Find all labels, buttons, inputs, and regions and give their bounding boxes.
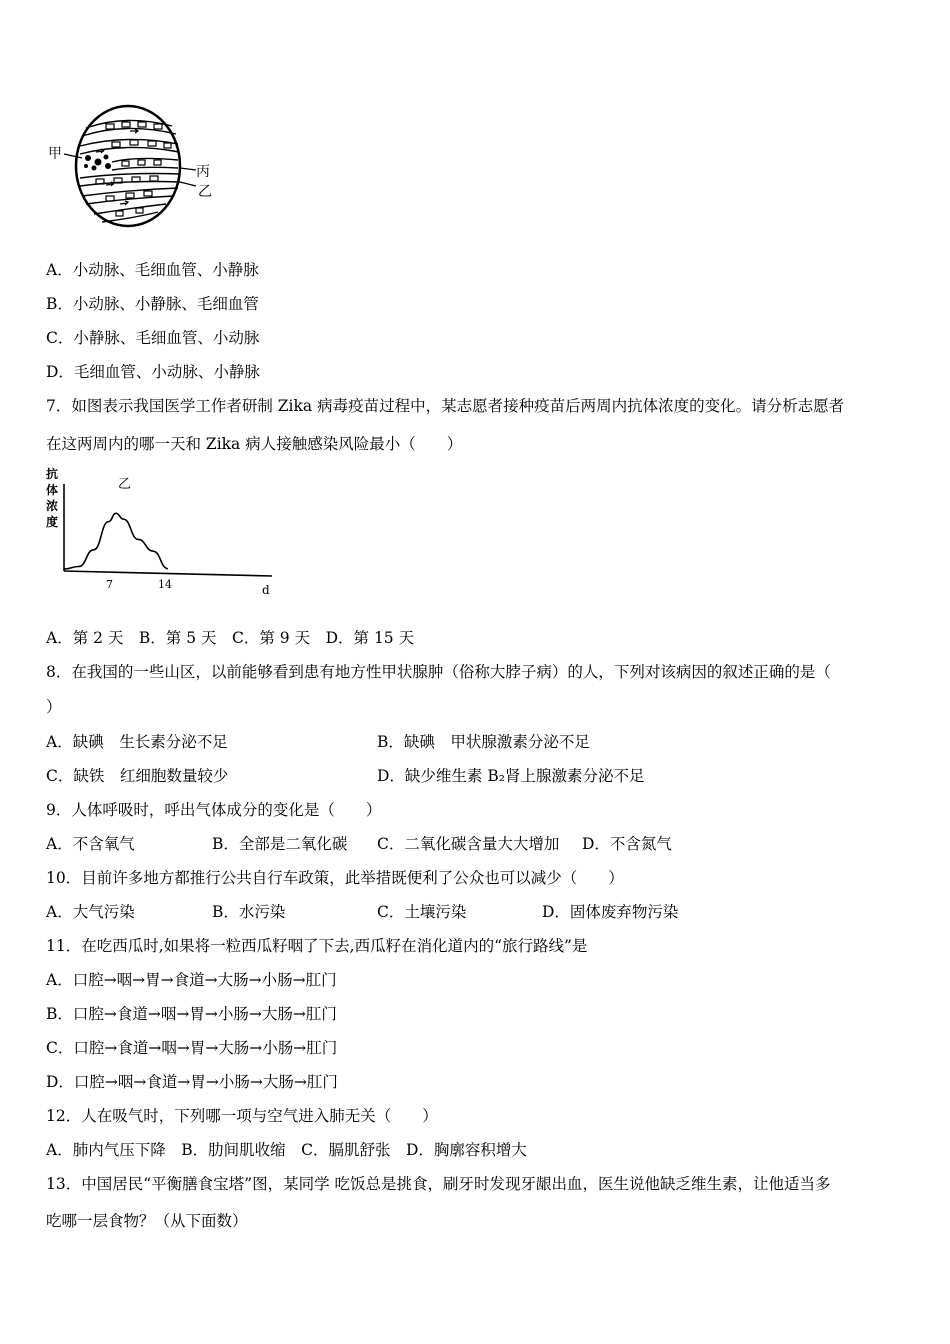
y-axis-label-char: 抗 — [46, 467, 59, 481]
q6-option-a: A．小动脉、毛细血管、小静脉 — [46, 261, 259, 279]
q8-option-d: D．缺少维生素 B₂肾上腺激素分泌不足 — [377, 767, 645, 785]
x-tick-label: 7 — [106, 578, 113, 591]
x-axis — [64, 571, 272, 576]
q6-option-c: C．小静脉、毛细血管、小动脉 — [46, 329, 260, 347]
q9-option-c: C．二氧化碳含量大大增加 — [377, 835, 560, 853]
y-axis-label-char: 体 — [46, 483, 59, 497]
q7-text-line2: 在这两周内的哪一天和 Zika 病人接触感染风险最小（ ） — [46, 435, 463, 453]
q8-option-a: A．缺碘 生长素分泌不足 — [46, 733, 228, 751]
q11-option-b: B．口腔→食道→咽→胃→小肠→大肠→肛门 — [46, 1005, 337, 1023]
q12-options: A．肺内气压下降 B．肋间肌收缩 C．膈肌舒张 D．胸廓容积增大 — [46, 1141, 527, 1159]
x-tick-label: 14 — [158, 578, 172, 591]
chart-title: 乙 — [118, 477, 132, 492]
q8-text-line1: 8．在我国的一些山区，以前能够看到患有地方性甲状腺肿（俗称大脖子病）的人，下列对该病因的叙述正确的是（ — [46, 663, 831, 681]
q13-text-line2: 吃哪一层食物？（从下面数） — [46, 1212, 248, 1230]
q9-text: 9．人体呼吸时，呼出气体成分的变化是（ ） — [46, 801, 382, 819]
q11-text: 11．在吃西瓜时,如果将一粒西瓜籽咽了下去,西瓜籽在消化道内的“旅行路线”是 — [46, 937, 588, 955]
q10-text: 10．目前许多地方都推行公共自行车政策，此举措既便利了公众也可以减少（ ） — [46, 869, 624, 887]
q9-option-b: B．全部是二氧化碳 — [212, 835, 348, 853]
label-yi: 乙 — [198, 184, 212, 200]
antibody-chart — [44, 464, 284, 598]
antibody-curve — [64, 513, 168, 569]
y-axis-label — [46, 466, 58, 529]
q8-option-b: B．缺碘 甲状腺激素分泌不足 — [377, 733, 590, 751]
q8-option-c: C．缺铁 红细胞数量较少 — [46, 767, 229, 785]
label-bing: 丙 — [196, 164, 210, 180]
y-axis-label-char: 浓 — [46, 499, 59, 513]
label-jia: 甲 — [48, 146, 62, 162]
q10-option-b: B．水污染 — [212, 903, 286, 921]
q11-option-a: A．口腔→咽→胃→食道→大肠→小肠→肛门 — [46, 971, 337, 989]
q12-text: 12．人在吸气时，下列哪一项与空气进入肺无关（ ） — [46, 1107, 438, 1125]
q10-option-c: C．土壤污染 — [377, 903, 467, 921]
q7-options: A．第 2 天 B．第 5 天 C．第 9 天 D．第 15 天 — [46, 629, 415, 647]
q10-option-d: D．固体废弃物污染 — [542, 903, 679, 921]
blood-vessel-diagram — [46, 100, 216, 240]
q10-option-a: A．大气污染 — [46, 903, 135, 921]
y-axis-label-char: 度 — [46, 515, 59, 529]
q13-text-line1: 13．中国居民“平衡膳食宝塔”图，某同学 吃饭总是挑食，刷牙时发现牙龈出血，医生说他缺乏维生素，让他适当多 — [46, 1175, 831, 1193]
q11-option-c: C．口腔→食道→咽→胃→大肠→小肠→肛门 — [46, 1039, 338, 1057]
x-axis-label: d — [262, 583, 270, 597]
q9-option-d: D．不含氮气 — [582, 835, 672, 853]
q7-text-line1: 7．如图表示我国医学工作者研制 Zika 病毒疫苗过程中，某志愿者接种疫苗后两周内抗体浓度的变化。请分析志愿者 — [46, 397, 845, 415]
q6-option-d: D．毛细血管、小动脉、小静脉 — [46, 363, 260, 381]
q11-option-d: D．口腔→咽→食道→胃→小肠→大肠→肛门 — [46, 1073, 338, 1091]
q9-option-a: A．不含氧气 — [46, 835, 135, 853]
q6-option-b: B．小动脉、小静脉、毛细血管 — [46, 295, 259, 313]
q8-text-line2: ） — [46, 698, 62, 716]
